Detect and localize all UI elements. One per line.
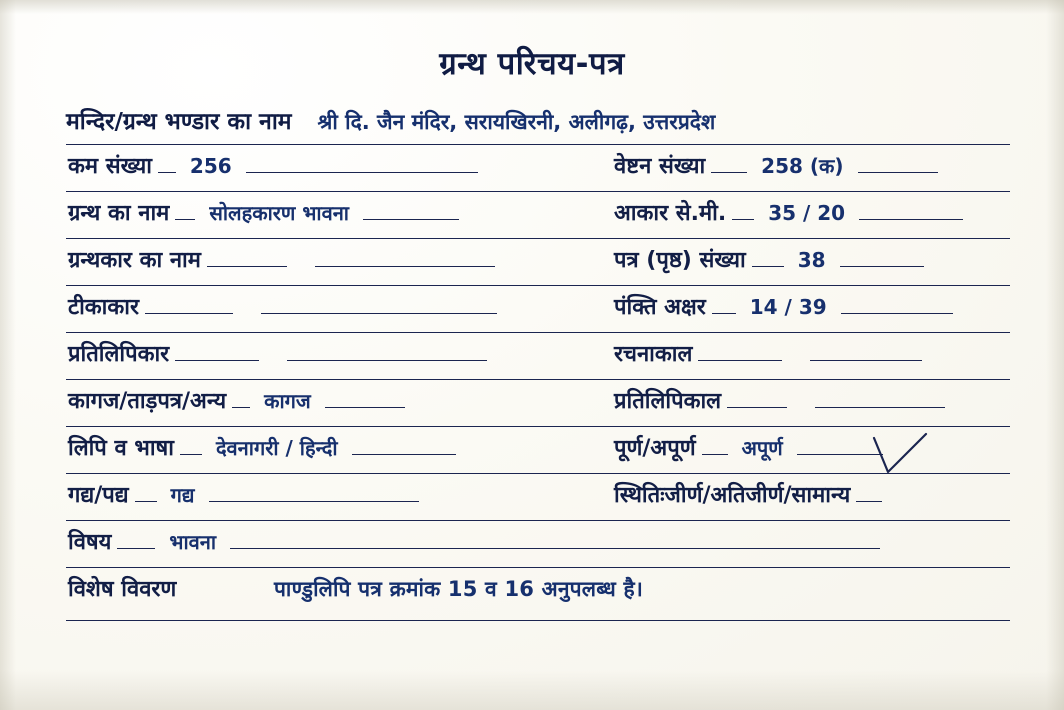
field-label: विषय	[68, 530, 112, 555]
fill-line	[840, 249, 924, 267]
fill-line	[752, 249, 784, 267]
fill-line	[859, 202, 963, 220]
fill-line	[711, 155, 747, 173]
fill-line	[230, 531, 880, 549]
field-veshtan-sankhya	[614, 150, 938, 180]
fill-line	[363, 202, 459, 220]
temple-name-label: मन्दिर/ग्रन्थ भण्डार का नाम	[66, 109, 292, 135]
form-row	[66, 287, 1010, 334]
rule-9	[66, 567, 1010, 568]
fill-line	[352, 437, 456, 455]
form-body	[66, 104, 1010, 621]
field-value: 14 / 39	[749, 295, 827, 319]
field-value: पाण्डुलिपि पत्र क्रमांक 15 व 16 अनुपलब्ध है।	[274, 577, 643, 601]
page-title: ग्रन्थ परिचय-पत्र	[439, 46, 625, 82]
field-kagaj-tadpatra-anya	[68, 385, 405, 415]
field-granthkar-ka-naam	[68, 244, 495, 274]
rule-1	[66, 191, 1010, 192]
rule-3	[66, 285, 1010, 286]
temple-name-row	[66, 104, 1010, 136]
field-pratilipikaal	[614, 385, 945, 415]
field-kram-sankhya	[68, 150, 478, 180]
field-value: 258 (क)	[761, 154, 844, 178]
rule-2	[66, 238, 1010, 239]
field-label: टीकाकार	[68, 295, 139, 320]
form-row	[66, 240, 1010, 287]
rule-7	[66, 473, 1010, 474]
form-row	[66, 193, 1010, 240]
form-row	[66, 522, 1010, 569]
rule-6	[66, 426, 1010, 427]
field-label: कागज/ताड़पत्र/अन्य	[68, 389, 227, 414]
fill-line	[815, 390, 945, 408]
field-tikakar	[68, 291, 497, 321]
fill-line	[175, 343, 259, 361]
field-value: गद्य	[170, 483, 195, 507]
field-lipi-va-bhasha	[68, 432, 456, 462]
fill-line	[180, 437, 202, 455]
field-value: कागज	[264, 389, 311, 413]
form-row	[66, 475, 1010, 522]
fill-line	[810, 343, 922, 361]
field-label: आकार से.मी.	[614, 201, 727, 226]
field-value: अपूर्ण	[741, 436, 783, 460]
field-vishay	[68, 526, 880, 556]
field-label: रचनाकाल	[614, 342, 693, 367]
fill-line	[727, 390, 787, 408]
fill-line	[797, 437, 883, 455]
fill-line	[145, 296, 233, 314]
field-aakar-cm	[614, 197, 963, 227]
fill-line	[246, 155, 478, 173]
field-value: देवनागरी / हिन्दी	[215, 436, 338, 460]
field-label: पूर्ण/अपूर्ण	[614, 436, 696, 461]
field-label: विशेष विवरण	[68, 577, 177, 602]
field-label: स्थितिःजीर्ण/अतिजीर्ण/सामान्य	[614, 483, 851, 508]
paper-edge-top	[0, 0, 1064, 14]
rule-5	[66, 379, 1010, 380]
field-label: प्रतिलिपिकार	[68, 342, 170, 367]
field-label: वेष्टन संख्या	[614, 154, 706, 179]
fill-line	[232, 390, 250, 408]
rule-10	[66, 620, 1010, 621]
form-row	[66, 428, 1010, 475]
field-value: 256	[189, 154, 232, 178]
fill-line	[698, 343, 782, 361]
fill-line	[702, 437, 728, 455]
field-label: प्रतिलिपिकाल	[614, 389, 722, 414]
field-gadya-padya	[68, 479, 419, 509]
fill-line	[287, 343, 487, 361]
field-label: पंक्ति अक्षर	[614, 295, 706, 320]
field-granth-ka-naam	[68, 197, 459, 227]
field-vishesh-vivaran	[66, 569, 1010, 621]
fill-line	[856, 484, 882, 502]
field-label: गद्य/पद्य	[68, 483, 129, 508]
field-purn-apurn	[614, 432, 883, 462]
paper-edge-right	[1046, 0, 1064, 710]
rule-0	[66, 144, 1010, 145]
fill-line	[315, 249, 495, 267]
field-sthiti	[614, 479, 882, 509]
field-value: 35 / 20	[768, 201, 846, 225]
fill-line	[209, 484, 419, 502]
fill-line	[261, 296, 497, 314]
rule-8	[66, 520, 1010, 521]
field-rachnakaal	[614, 338, 922, 368]
field-value: 38	[797, 248, 826, 272]
field-pratilipikar	[68, 338, 487, 368]
paper-edge-bottom	[0, 670, 1064, 710]
field-patra-sankhya	[614, 244, 924, 274]
field-value: भावना	[169, 530, 217, 554]
temple-name-value: श्री दि. जैन मंदिर, सरायखिरनी, अलीगढ़, उत्तरप्रदेश	[317, 110, 716, 134]
form-row	[66, 381, 1010, 428]
field-label: लिपि व भाषा	[68, 436, 174, 461]
fill-line	[117, 531, 155, 549]
fill-line	[325, 390, 405, 408]
fill-line	[135, 484, 157, 502]
fill-line	[712, 296, 736, 314]
fill-line	[175, 202, 195, 220]
form-row	[66, 334, 1010, 381]
field-label: ग्रन्थकार का नाम	[68, 248, 201, 273]
field-value: सोलहकारण भावना	[209, 201, 349, 225]
fill-line	[858, 155, 938, 173]
field-label: पत्र (पृष्ठ) संख्या	[614, 248, 746, 273]
fill-line	[158, 155, 176, 173]
field-pankti-akshar	[614, 291, 953, 321]
fill-line	[732, 202, 754, 220]
field-label: ग्रन्थ का नाम	[68, 201, 170, 226]
fill-line	[841, 296, 953, 314]
rule-4	[66, 332, 1010, 333]
fill-line	[207, 249, 287, 267]
field-label: कम संख्या	[68, 154, 152, 179]
form-row	[66, 146, 1010, 193]
paper-edge-left	[0, 0, 16, 710]
